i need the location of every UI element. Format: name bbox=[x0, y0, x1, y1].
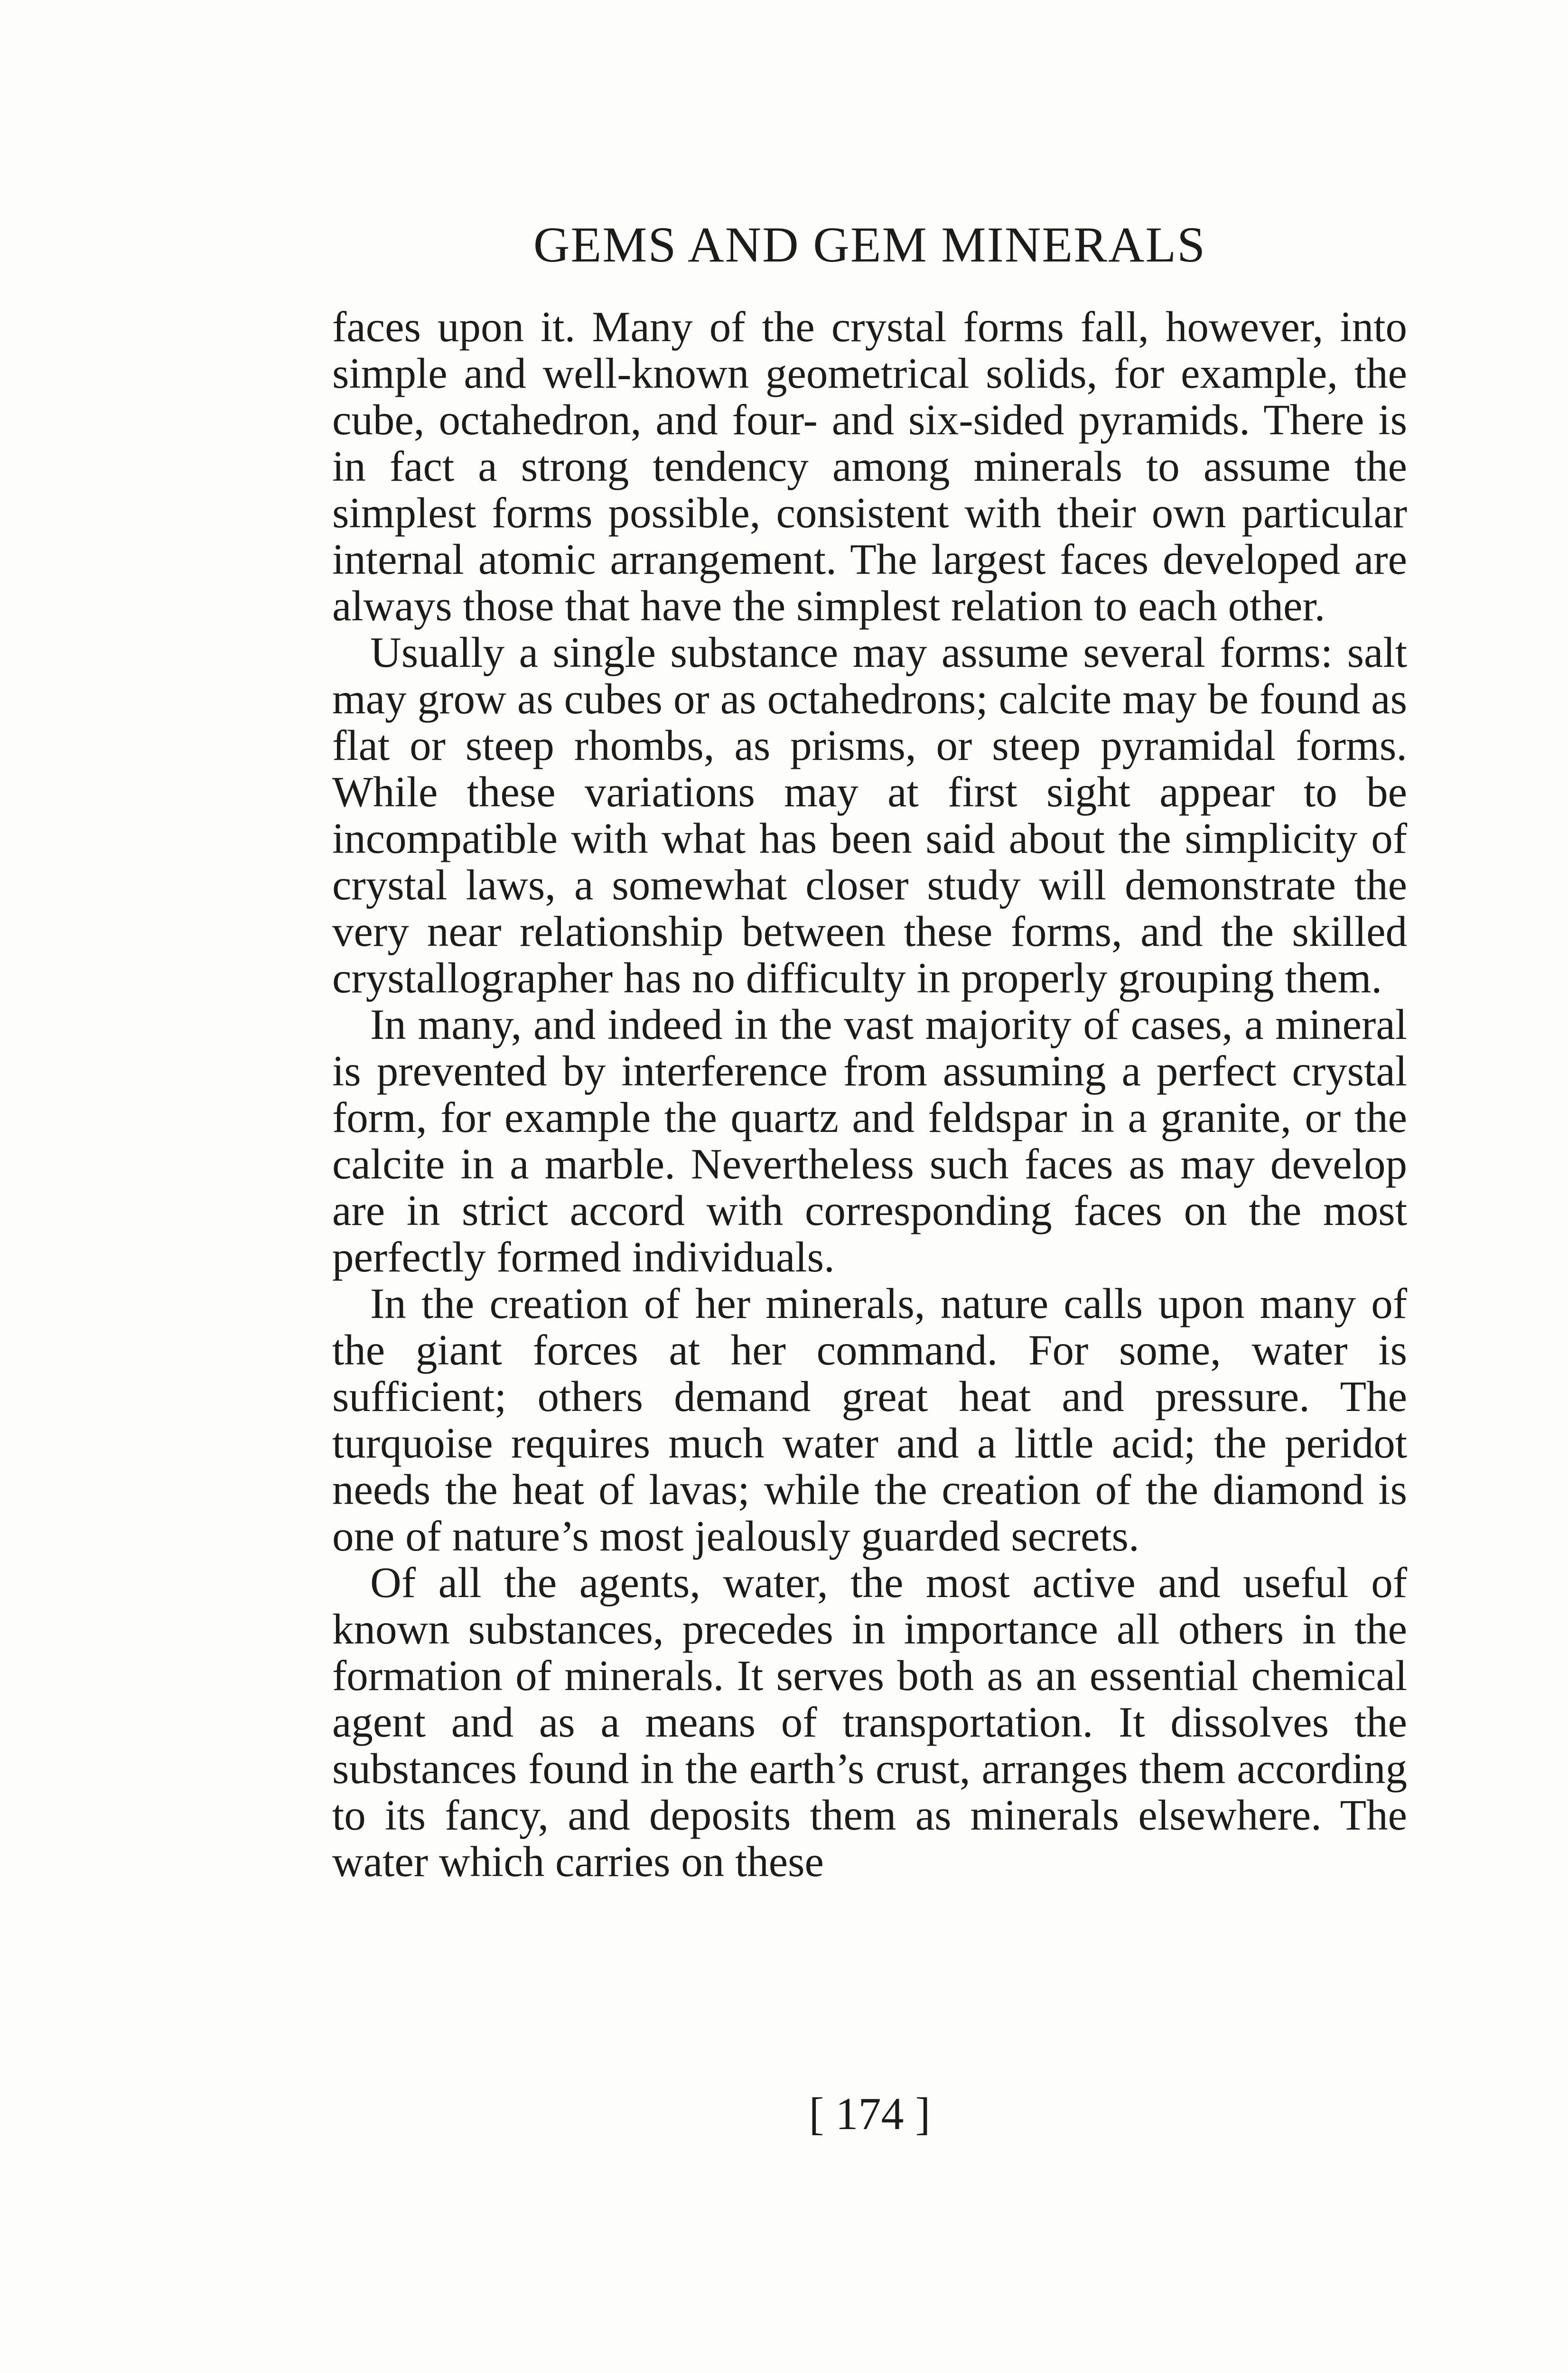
paragraph-5: Of all the agents, water, the most active and useful of known substances, precedes in importance all others in the formation of minerals. It serves both as an essential chemical agent and as a means of transportation. It dissolves the substances found in the earth’s crust, arranges them according to its fancy, and deposits them as minerals elsewhere. The water which carries on these bbox=[332, 1559, 1407, 1886]
running-title: GEMS AND GEM MINERALS bbox=[533, 217, 1206, 272]
body-text bbox=[332, 304, 1407, 1885]
page-number: [ 174 ] bbox=[809, 2088, 931, 2139]
paragraph-2: Usually a single substance may assume several forms: salt may grow as cubes or as octahedrons; calcite may be found as flat or steep rhombs, as prisms, or steep pyramidal forms. While these variations may at first sight appear to be incompatible with what has been said about the simplicity of crystal laws, a somewhat closer study will demonstrate the very near relationship between these forms, and the skilled crystallographer has no difficulty in properly grouping them. bbox=[332, 628, 1407, 1002]
paragraph-3: In many, and indeed in the vast majority of cases, a mineral is prevented by interference from assuming a perfect crystal form, for example the quartz and feldspar in a granite, or the calcite in a marble. Nevertheless such faces as may develop are in strict accord with corresponding faces on the most perfectly formed individuals. bbox=[332, 1000, 1407, 1281]
paragraph-1: faces upon it. Many of the crystal forms fall, however, into simple and well-known geometrical solids, for example, the cube, octahedron, and four- and six-sided pyramids. There is in fact a strong tendency among minerals to assume the simplest forms possible, consistent with their own particular internal atomic arrangement. The largest faces developed are always those that have the simplest relation to each other. bbox=[332, 303, 1407, 630]
paragraph-4: In the creation of her minerals, nature calls upon many of the giant forces at her command. For some, water is sufficient; others demand great heat and pressure. The turquoise requires much water and a little acid; the peridot needs the heat of lavas; while the creation of the diamond is one of nature’s most jealously guarded secrets. bbox=[332, 1280, 1407, 1560]
